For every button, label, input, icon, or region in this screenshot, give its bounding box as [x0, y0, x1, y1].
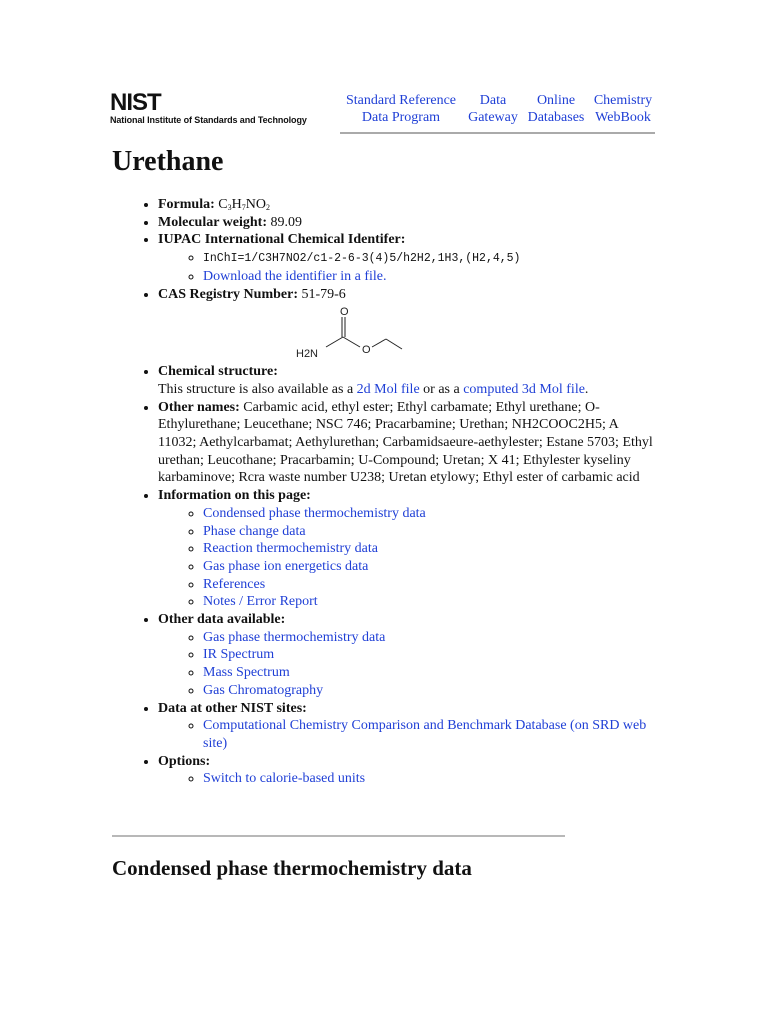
references-link[interactable]: References	[203, 576, 266, 592]
nav-line1: Chemistry	[593, 93, 653, 108]
molecular-weight-item	[158, 214, 654, 232]
mass-spectrum-link[interactable]: Mass Spectrum	[203, 665, 290, 681]
other-names-label: Other names:	[158, 399, 240, 415]
other-sites-item	[158, 700, 654, 753]
logo-text: NIST	[110, 90, 161, 112]
structure-atom-o-top: O	[340, 306, 349, 319]
gas-phase-thermo-link[interactable]: Gas phase thermochemistry data	[203, 629, 386, 645]
other-data-item	[158, 611, 654, 700]
nav-line1: Standard Reference	[346, 93, 456, 108]
reaction-thermo-link[interactable]: Reaction thermochemistry data	[203, 541, 378, 557]
nav-chemistry-webbook[interactable]	[591, 92, 655, 126]
options-label: Options:	[158, 753, 211, 769]
nav-line2: WebBook	[595, 110, 651, 125]
nav-line2: Gateway	[468, 110, 518, 125]
structure-atom-nh2: H2N	[296, 348, 319, 361]
nav-line2: Databases	[527, 110, 585, 125]
inchi-item	[203, 249, 654, 268]
condensed-phase-link[interactable]: Condensed phase thermochemistry data	[203, 505, 426, 521]
other-data-link-item	[203, 629, 654, 647]
calorie-units-link[interactable]: Switch to calorie-based units	[203, 771, 366, 787]
info-link-item	[203, 558, 654, 576]
iupac-item	[158, 231, 654, 285]
compound-info	[134, 196, 654, 788]
download-identifier-link[interactable]: Download the identifier in a file.	[203, 268, 387, 284]
nav-line2: Data Program	[361, 110, 441, 125]
other-data-link-item	[203, 682, 654, 700]
info-link-item	[203, 576, 654, 594]
chemical-structure-image	[294, 305, 414, 365]
formula-value: $C_3H_7NO_2$	[218, 197, 270, 212]
info-link-item	[203, 523, 654, 541]
chemical-structure-label: Chemical structure:	[158, 364, 278, 380]
section-title: Condensed phase thermochemistry data	[112, 856, 472, 880]
nav-line1: Data	[479, 93, 507, 108]
nist-logo-mark	[110, 90, 182, 112]
header-divider	[340, 132, 655, 134]
structure-text-before: This structure is also available as a	[158, 381, 357, 397]
logo-subtitle: National Institute of Standards and Technology	[110, 115, 307, 125]
other-names-value: Carbamic acid, ethyl ester; Ethyl carbamate; Ethyl urethane; O-Ethylurethane; Leucethane; NSC 746; Pracarbamine; Urethan; NH2COOC2H5; A 11032; Aethylcarbamat; Aethylurethan; Carbamidsaeure-aethylester; Estane 5703; Ethyl urethan; Leucothane; Pracarbamin; U-Compound; Uretan; X 41; Ethylester kyseliny karbaminove; Rcra waste number U238; Uretan etylowy; Ethyl ester of carbamic acid	[158, 399, 653, 486]
section-divider	[112, 835, 565, 837]
ion-energetics-link[interactable]: Gas phase ion energetics data	[203, 558, 369, 574]
info-on-page-item	[158, 487, 654, 611]
chemical-structure-item	[134, 305, 654, 365]
nav-data-gateway[interactable]	[463, 92, 523, 126]
options-link-item	[203, 770, 654, 788]
formula-item	[158, 196, 654, 214]
phase-change-link[interactable]: Phase change data	[203, 523, 306, 539]
cas-value: 51-79-6	[301, 286, 346, 302]
info-link-item	[203, 540, 654, 558]
cas-item	[158, 286, 654, 304]
nist-logo[interactable]	[110, 90, 335, 130]
other-names-item	[158, 399, 654, 488]
structure-text-after: .	[584, 381, 589, 397]
nav-standard-reference-data-program[interactable]	[341, 92, 461, 126]
download-identifier-item	[203, 268, 654, 286]
notes-error-report-link[interactable]: Notes / Error Report	[203, 594, 318, 610]
nav-line1: Online	[536, 93, 576, 108]
other-data-label: Other data available:	[158, 612, 286, 628]
page-title: Urethane	[112, 146, 224, 177]
mol-3d-link[interactable]: computed 3d Mol file	[463, 381, 585, 397]
chemical-structure-text-item	[158, 363, 654, 398]
mol-2d-link[interactable]: 2d Mol file	[356, 381, 420, 397]
cas-label: CAS Registry Number:	[158, 286, 298, 302]
formula-label: Formula:	[158, 197, 215, 212]
inchi-value: InChI=1/C3H7NO2/c1-2-6-3(4)5/h2H2,1H3,(H2,4,5)	[203, 252, 521, 266]
info-link-item	[203, 593, 654, 611]
iupac-label: IUPAC International Chemical Identifer:	[158, 232, 406, 248]
molecular-weight-value: 89.09	[270, 214, 302, 230]
other-sites-link-item	[203, 717, 654, 752]
structure-atom-o-mid: O	[362, 344, 371, 357]
info-on-page-label: Information on this page:	[158, 488, 311, 504]
info-link-item	[203, 505, 654, 523]
cccbdb-link[interactable]: Computational Chemistry Comparison and Benchmark Database (on SRD web site)	[203, 718, 647, 751]
structure-text-mid: or as a	[419, 381, 464, 397]
other-data-link-item	[203, 646, 654, 664]
other-data-link-item	[203, 664, 654, 682]
nav-online-databases[interactable]	[525, 92, 587, 126]
molecular-weight-label: Molecular weight:	[158, 214, 267, 230]
ir-spectrum-link[interactable]: IR Spectrum	[203, 647, 275, 663]
gas-chromatography-link[interactable]: Gas Chromatography	[203, 682, 324, 698]
options-item	[158, 753, 654, 788]
other-sites-label: Data at other NIST sites:	[158, 700, 307, 716]
